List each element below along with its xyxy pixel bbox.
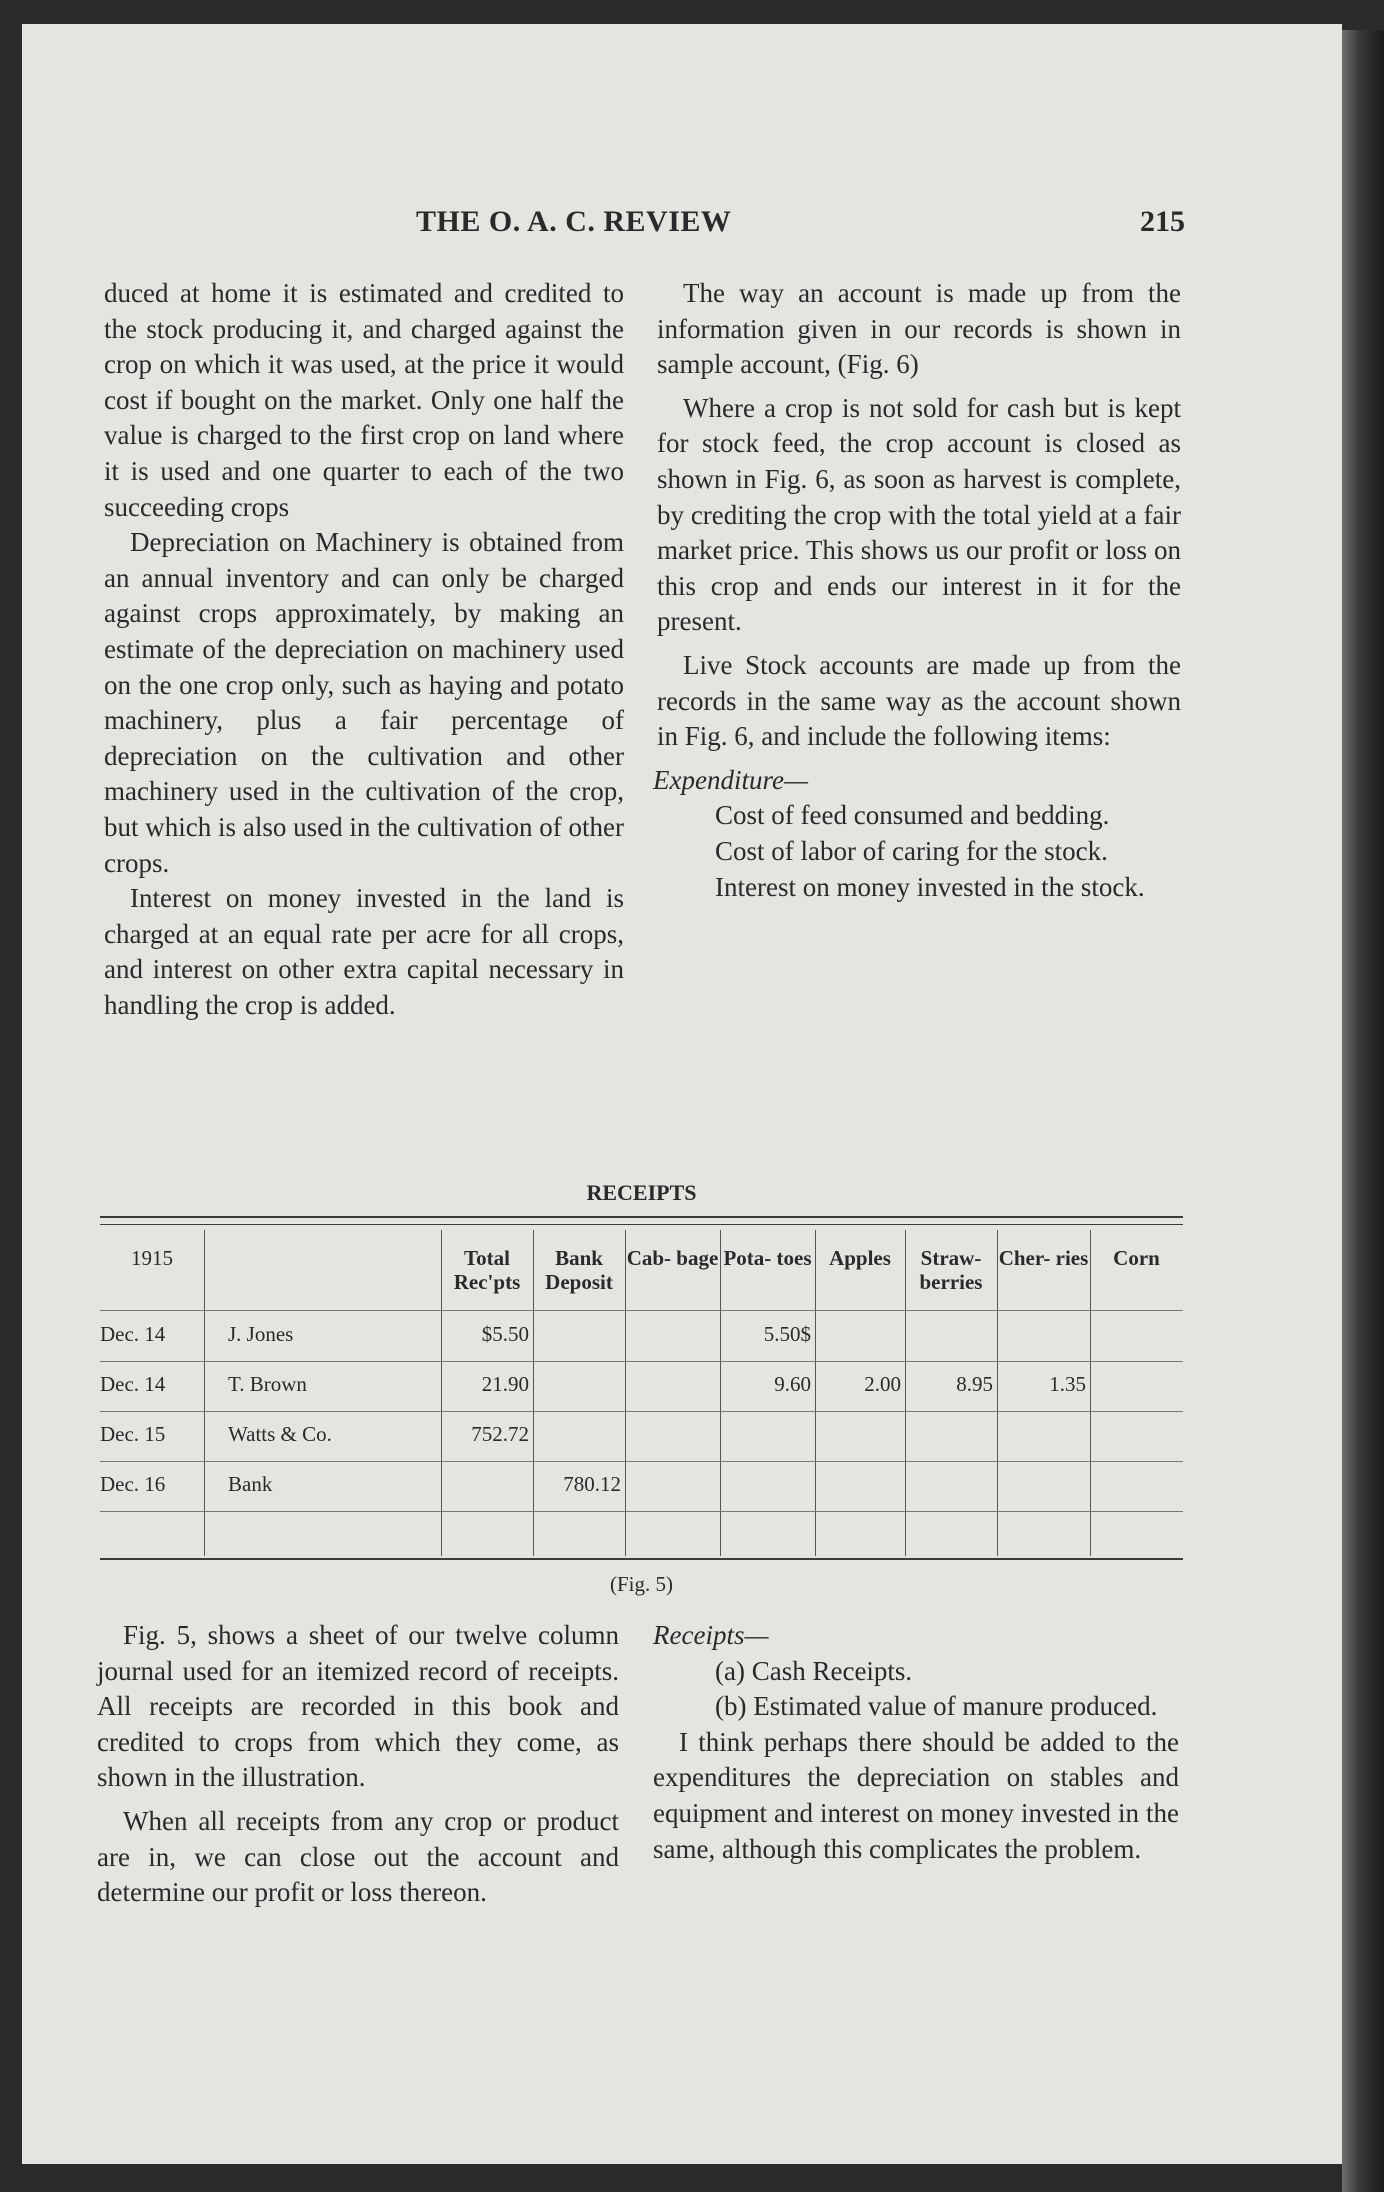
right-column-bottom (653, 1618, 1179, 1867)
column-header: Cab- bage (626, 1246, 719, 1270)
figure-caption: (Fig. 5) (610, 1572, 673, 1596)
row-rule (100, 1411, 1183, 1412)
column-divider (1090, 1230, 1091, 1556)
right-column-top (653, 276, 1181, 905)
cell-apples: 2.00 (864, 1372, 901, 1396)
paragraph: When all receipts from any crop or product are in, we can close out the account and determine our profit or loss thereon. (97, 1805, 619, 1908)
paragraph: Interest on money invested in the land is charged at an equal rate per acre for all crops, and interest on other extra capital necessary in handling the crop is added. (104, 883, 624, 1020)
table-top-rule (100, 1216, 1183, 1225)
column-header: Straw- berries (919, 1246, 983, 1294)
column-header: Bank Deposit (545, 1246, 613, 1294)
row-name: J. Jones (228, 1322, 294, 1346)
row-rule (100, 1511, 1183, 1512)
row-date: Dec. 14 (100, 1322, 166, 1346)
paragraph: Live Stock accounts are made up from the records in the same way as the account shown in Fig. 6, and include the following items: (657, 649, 1181, 752)
row-date: Dec. 14 (100, 1372, 166, 1396)
paragraph: Depreciation on Machinery is obtained from an annual inventory and can only be charged against crops approximately, by making an estimate of the depreciation on machinery used on the one crop only, such as haying and potato machinery, plus a fair percentage of depreciation on the cultivation and other machinery used in the cultivation of the crop, but which is also used in the cultivation of other crops. (104, 527, 624, 878)
header-rule (100, 1310, 1183, 1311)
cell-potatoes: 5.50$ (763, 1322, 811, 1346)
list-item: Cost of feed consumed and bedding. (715, 800, 1110, 831)
column-divider (625, 1230, 626, 1556)
section-heading: Expenditure— (653, 764, 808, 795)
paragraph: Fig. 5, shows a sheet of our twelve column journal used for an itemized record of receipts. All receipts are recorded in this book and credited to crops from which they come, as shown in the illustration. (97, 1620, 619, 1793)
left-column-top (104, 276, 624, 1023)
column-header: Corn (1113, 1246, 1160, 1270)
cell-total: $5.50 (481, 1322, 529, 1346)
year-header: 1915 (131, 1246, 173, 1270)
column-header: Cher- ries (998, 1246, 1089, 1270)
list-item: Cost of labor of caring for the stock. (715, 835, 1108, 866)
cell-total: 21.90 (481, 1372, 529, 1396)
row-name: Bank (228, 1472, 273, 1496)
running-header (100, 205, 1185, 245)
table-title: RECEIPTS (586, 1180, 697, 1205)
list-item: (b) Estimated value of manure produced. (715, 1691, 1158, 1722)
row-date: Dec. 15 (100, 1422, 166, 1446)
paragraph: duced at home it is estimated and credited to the stock producing it, and charged against the crop on which it was used, at the price it would cost if bought on the market. Only one half the value is charged to the first crop on land where it is used and one quarter to each of the two succeeding crops (104, 278, 624, 522)
row-name: T. Brown (228, 1372, 307, 1396)
receipts-table (100, 1216, 1183, 1561)
cell-cherries: 1.35 (1049, 1372, 1086, 1396)
cell-potatoes: 9.60 (774, 1372, 811, 1396)
row-rule (100, 1361, 1183, 1362)
paragraph: The way an account is made up from the information given in our records is shown in sample account, (Fig. 6) (657, 278, 1181, 380)
book-binding-edge (1342, 30, 1384, 2192)
column-header: Total Rec'pts (453, 1246, 521, 1294)
page-number: 215 (1140, 205, 1185, 238)
list-item: (a) Cash Receipts. (715, 1655, 913, 1686)
cell-total: 752.72 (471, 1422, 529, 1446)
journal-title: THE O. A. C. REVIEW (416, 205, 732, 238)
paragraph: I think perhaps there should be added to the expenditures the depreciation on stables and equipment and interest on money invested in the same, although this complicates the problem. (653, 1726, 1179, 1864)
column-header: Pota- toes (723, 1246, 812, 1270)
row-date: Dec. 16 (100, 1472, 166, 1496)
cell-bank-deposit: 780.12 (563, 1472, 621, 1496)
cell-strawberries: 8.95 (956, 1372, 993, 1396)
list-item: Interest on money invested in the stock. (715, 871, 1145, 902)
row-rule (100, 1461, 1183, 1462)
row-name: Watts & Co. (228, 1422, 332, 1446)
column-header: Apples (829, 1246, 891, 1270)
paragraph: Where a crop is not sold for cash but is kept for stock feed, the crop account is closed as shown in Fig. 6, as soon as harvest is complete, by crediting the crop with the total yield at a fair market price. This shows us our profit or loss on this crop and ends our interest in it for the present. (657, 392, 1181, 637)
column-divider (204, 1230, 205, 1556)
section-heading: Receipts— (653, 1620, 769, 1650)
table-bottom-rule (100, 1558, 1183, 1560)
left-column-bottom (97, 1618, 619, 1911)
